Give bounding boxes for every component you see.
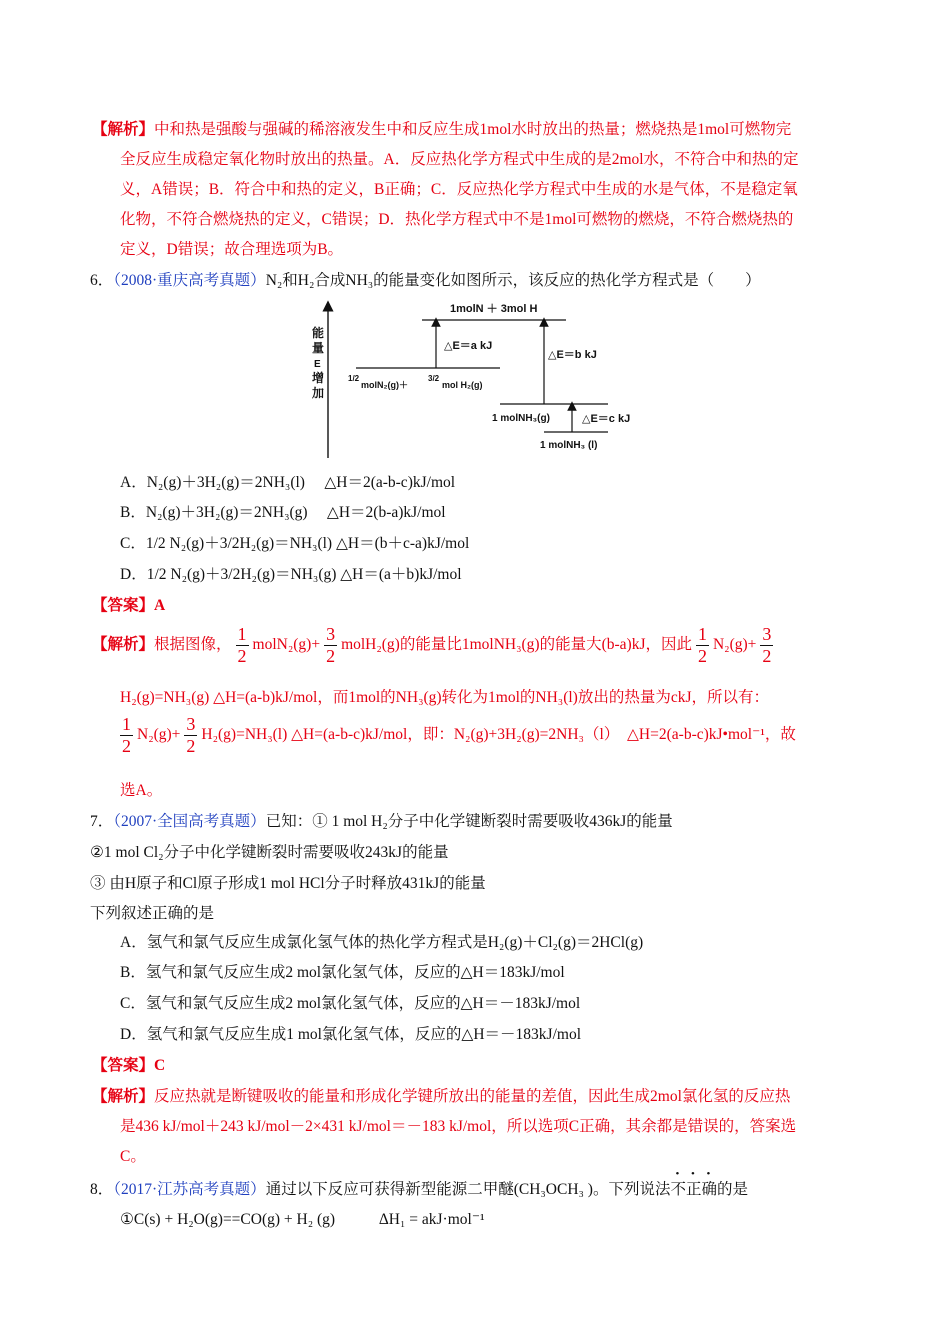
q8-reaction-1-enthalpy: ΔH₁ = akJ·mol⁻¹ <box>378 1211 485 1228</box>
q8-reaction-1-equation: ①C(s) + H₂O(g)==CO(g) + H₂ (g) <box>120 1211 336 1228</box>
delta-e-a-label: △E＝a kJ <box>444 340 493 352</box>
fraction-half: $\frac{1}{2}$ <box>122 713 131 756</box>
product-gas-label: 1 molNH₃(g) <box>492 413 550 424</box>
emphasis-char: 正 <box>685 1181 702 1198</box>
q7-condition-3: ③ 由H原子和Cl原子形成1 mol HCl分子时释放431kJ的能量 <box>90 875 486 892</box>
q8-source: （2017·江苏高考真题） <box>113 1181 266 1198</box>
q7-stem <box>90 809 673 831</box>
q7-option-d: D．氢气和氯气反应生成1 mol氯化氢气体，反应的△H＝－183kJ/mol <box>120 1026 581 1043</box>
q6-stem <box>90 268 761 290</box>
q7-source: （2007·全国高考真题） <box>113 813 266 830</box>
q7-number: 7． <box>90 813 114 830</box>
reactant-coeff-three-half: 3/2 <box>428 374 440 383</box>
q6-number: 6． <box>90 272 114 289</box>
energy-level-diagram <box>304 292 654 462</box>
product-liquid-label: 1 molNH₃ (l) <box>540 440 598 451</box>
reactant-label-mid: molN₂(g)＋ <box>361 380 408 390</box>
q6-analysis-line3: $\frac{1}{2}$ N₂(g)+ $\frac{3}{2}$ H₂(g)=NH₃(l) △H=(a-b-c)kJ/mol，即：N₂(g)+3H₂(g)=2NH₃（l） △H=2(a-b-c)kJ•mol⁻¹，故 <box>122 713 796 756</box>
q5-analysis-line2: 全反应生成稳定氧化物时放出的热量。A．反应热化学方程式中生成的是2mol水，不符合中和热的定 <box>120 151 799 168</box>
q6-analysis-line1: 【解析】根据图像， $\frac{1}{2}$ molN₂(g)+ $\frac{3}{2}$ molH₂(g)的能量比1molNH₃(g)的能量大(b-a)kJ，因此 $\frac{1}{2}$ N₂(g)+ $\frac{3}{2}$ <box>92 623 772 666</box>
fraction-three-half: $\frac{3}{2}$ <box>186 713 196 756</box>
q7-question: 下列叙述正确的是 <box>90 905 215 922</box>
q7-answer: 【答案】C <box>92 1057 166 1074</box>
emphasis-char: 不 <box>670 1181 686 1198</box>
q5-analysis-line3: 义，A错误；B．符合中和热的定义，B正确；C．反应热化学方程式中生成的水是气体，不是稳定氧 <box>120 181 798 198</box>
q7-analysis-line1: 【解析】反应热就是断键吸收的能量和形成化学键所放出的能量的差值，因此生成2mol氯化氢的反应热 <box>92 1088 791 1105</box>
q8-stem: 8．（2017·江苏高考真题）通过以下反应可获得新型能源二甲醚(CH₃OCH₃ )。下列说法不正确的是 <box>90 1181 749 1198</box>
reactant-label-end: mol H₂(g) <box>442 380 483 390</box>
q7-stem-text: 已知：① 1 mol H₂分子中化学键断裂时需要吸收436kJ的能量 <box>265 813 673 830</box>
q7-option-c: C．氢气和氯气反应生成2 mol氯化氢气体，反应的△H＝－183kJ/mol <box>120 995 581 1012</box>
fraction-half: $\frac{1}{2}$ <box>697 623 707 666</box>
q6-option-b: B．N₂(g)＋3H₂(g)＝2NH₃(g) △H＝2(b-a)kJ/mol <box>120 504 446 521</box>
q6-option-c: C．1/2 N₂(g)＋3/2H₂(g)＝NH₃(l) △H＝(b＋c-a)kJ/mol <box>120 535 470 552</box>
q5-analysis-line4: 化物，不符合燃烧热的定义，C错误；D．热化学方程式中不是1mol可燃物的燃烧，不符合燃烧热的 <box>120 211 794 228</box>
q7-option-a: A．氢气和氯气反应生成氯化氢气体的热化学方程式是H₂(g)＋Cl₂(g)＝2HCl(g) <box>120 934 644 951</box>
q7-analysis-line2: 是436 kJ/mol＋243 kJ/mol－2×431 kJ/mol＝－183 kJ/mol，所以选项C正确，其余都是错误的，答案选 <box>120 1118 797 1135</box>
fraction-half: $\frac{1}{2}$ <box>237 623 247 666</box>
fraction-three-half: $\frac{3}{2}$ <box>762 623 772 666</box>
q6-analysis-line2: H₂(g)=NH₃(g) △H=(a-b)kJ/mol，而1mol的NH₃(g)转化为1mol的NH₃(l)放出的热量为ckJ，所以有： <box>120 689 769 706</box>
q7-analysis-line3: C。 <box>120 1148 146 1165</box>
axis-label-char: 增 <box>312 371 325 385</box>
delta-e-c-label: △E＝c kJ <box>582 413 631 425</box>
axis-label-char: E <box>314 359 321 370</box>
q6-option-d: D．1/2 N₂(g)＋3/2H₂(g)＝NH₃(g) △H＝(a＋b)kJ/mol <box>120 566 462 583</box>
top-level-label: 1molN ＋ 3mol H <box>450 303 538 315</box>
delta-e-b-label: △E＝b kJ <box>548 349 597 361</box>
q6-answer: 【答案】A <box>92 597 166 614</box>
axis-label-char: 量 <box>312 341 325 355</box>
axis-label-char: 能 <box>312 326 325 340</box>
emphasis-char: 确 <box>701 1181 717 1198</box>
q5-analysis-line1: 【解析】中和热是强酸与强碱的稀溶液发生中和反应生成1mol水时放出的热量；燃烧热是1mol可燃物完 <box>92 121 792 138</box>
fraction-three-half: $\frac{3}{2}$ <box>326 623 336 666</box>
q6-analysis-line4: 选A。 <box>120 782 163 799</box>
q5-analysis-line5: 定义，D错误；故合理选项为B。 <box>120 241 344 258</box>
q6-stem-text: N₂和H₂合成NH₃的能量变化如图所示，该反应的热化学方程式是（ ） <box>265 272 761 289</box>
q8-reaction-1 <box>120 1210 485 1229</box>
axis-label-char: 加 <box>312 386 325 400</box>
q7-condition-2: ②1 mol Cl₂分子中化学键断裂时需要吸收243kJ的能量 <box>90 844 449 861</box>
reactant-coeff-half: 1/2 <box>348 374 360 383</box>
q6-source: （2008·重庆高考真题） <box>113 272 266 289</box>
q8-number: 8． <box>90 1181 114 1198</box>
q6-option-a: A．N₂(g)＋3H₂(g)＝2NH₃(l) △H＝2(a-b-c)kJ/mol <box>120 474 456 491</box>
q7-option-b: B．氢气和氯气反应生成2 mol氯化氢气体，反应的△H＝183kJ/mol <box>120 964 565 981</box>
